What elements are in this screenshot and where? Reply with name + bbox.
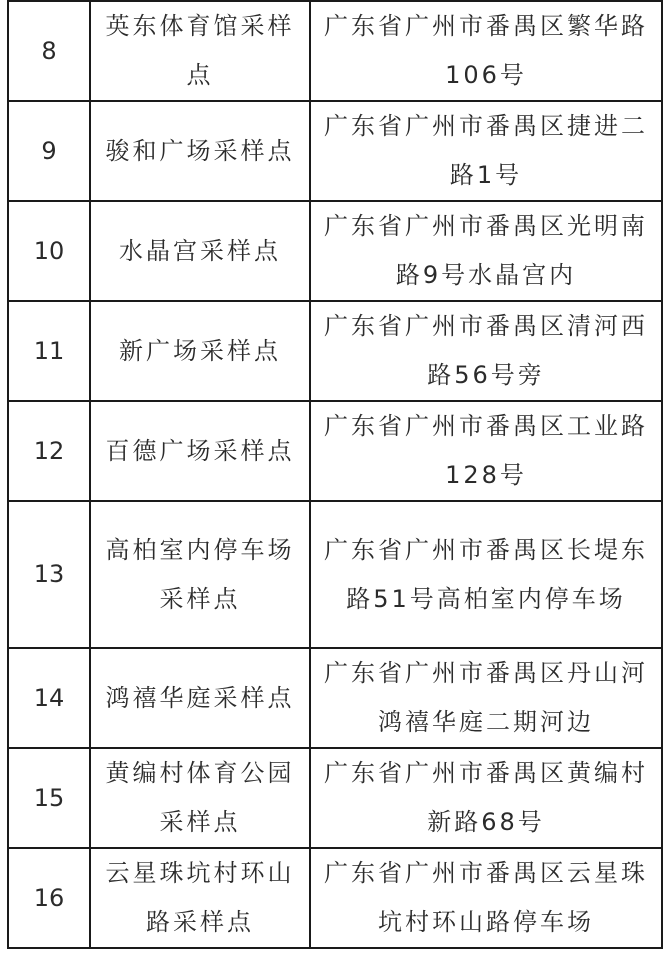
table-row [8,748,662,848]
table-row [8,501,662,648]
table-row [8,101,662,201]
site-name: 水晶宫采样点 [90,201,310,301]
site-address: 广东省广州市番禺区捷进二路1号 [310,101,662,201]
continuation-cell [8,948,90,949]
site-address: 广东省广州市番禺区丹山河鸿禧华庭二期河边 [310,648,662,748]
site-address: 广东省广州市番禺区清河西路56号旁 [310,301,662,401]
site-address: 广东省广州市番禺区繁华路106号 [310,1,662,101]
site-name: 百德广场采样点 [90,401,310,501]
row-number: 12 [8,401,90,501]
continuation-cell [90,948,310,949]
table-row [8,401,662,501]
site-name: 高柏室内停车场采样点 [90,501,310,648]
site-name: 英东体育馆采样点 [90,1,310,101]
row-number: 10 [8,201,90,301]
continuation-cell [310,948,662,949]
table-row [8,648,662,748]
row-number: 8 [8,1,90,101]
site-name: 骏和广场采样点 [90,101,310,201]
row-number: 16 [8,848,90,948]
table-row [8,1,662,101]
site-name: 鸿禧华庭采样点 [90,648,310,748]
row-number: 11 [8,301,90,401]
row-number: 13 [8,501,90,648]
site-name: 新广场采样点 [90,301,310,401]
table-row [8,301,662,401]
table [7,0,663,949]
row-number: 9 [8,101,90,201]
site-address: 广东省广州市番禺区工业路128号 [310,401,662,501]
site-name: 黄编村体育公园采样点 [90,748,310,848]
table-continuation [8,948,662,949]
sampling-sites-table [7,0,661,949]
row-number: 14 [8,648,90,748]
site-name: 云星珠坑村环山路采样点 [90,848,310,948]
table-row [8,201,662,301]
site-address: 广东省广州市番禺区长堤东路51号高柏室内停车场 [310,501,662,648]
site-address: 广东省广州市番禺区光明南路9号水晶宫内 [310,201,662,301]
row-number: 15 [8,748,90,848]
site-address: 广东省广州市番禺区云星珠坑村环山路停车场 [310,848,662,948]
site-address: 广东省广州市番禺区黄编村新路68号 [310,748,662,848]
table-row [8,848,662,948]
